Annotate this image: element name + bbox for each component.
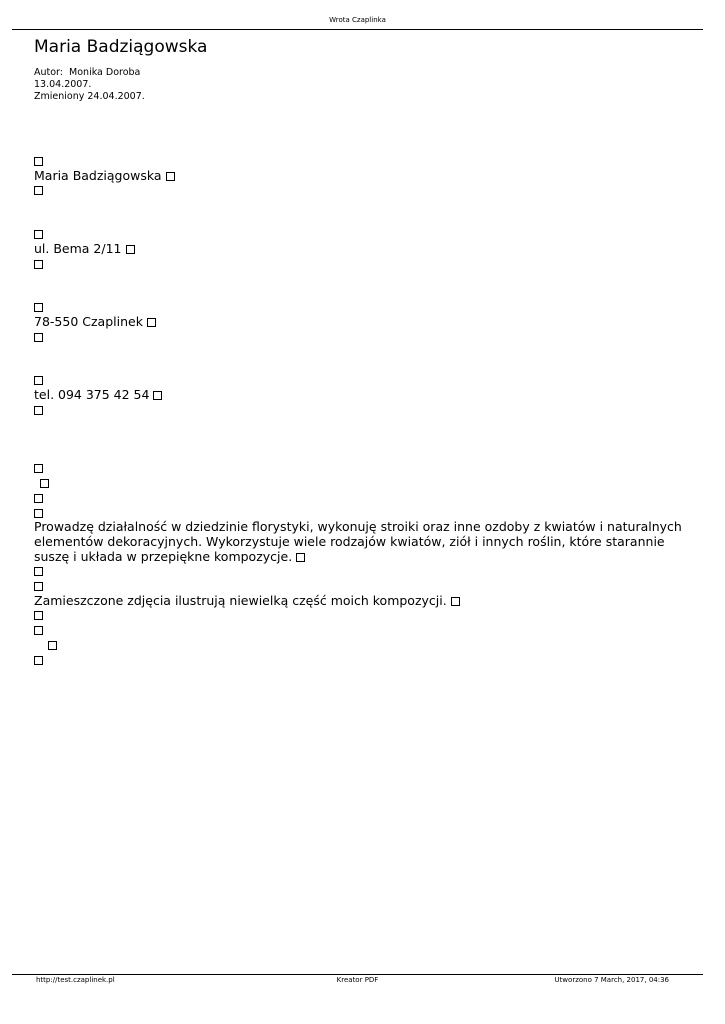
author-line: Autor: Monika Doroba [34,67,141,78]
phone-line [34,388,684,403]
missing-glyph-icon [34,656,43,665]
photos-note-text: Zamieszczone zdjęcia ilustrują niewielką część moich kompozycji. [34,592,447,608]
placeholder-glyph-line [34,154,684,169]
footer-generator: Kreator PDF [336,976,379,984]
page-header-site-name: Wrota Czaplinka [329,16,386,24]
missing-glyph-icon [34,157,43,166]
missing-glyph-icon [166,172,175,181]
modified-line: Zmieniony 24.04.2007. [34,91,145,102]
missing-glyph-icon [34,567,43,576]
contact-name: Maria Badziągowska [34,167,162,183]
placeholder-glyph-line [34,476,684,491]
placeholder-glyph-line [34,564,684,579]
placeholder-glyph-line [34,579,684,594]
placeholder-glyph-line [34,330,684,345]
placeholder-glyph-line [34,638,684,653]
placeholder-glyph-line [34,653,684,668]
placeholder-glyph-line [34,183,684,198]
footer-divider [12,974,703,975]
missing-glyph-icon [34,611,43,620]
missing-glyph-icon [34,333,43,342]
missing-glyph-icon [40,479,49,488]
missing-glyph-icon [34,494,43,503]
header-divider [12,29,703,30]
missing-glyph-icon [34,186,43,195]
document-meta [34,67,145,103]
missing-glyph-icon [34,464,43,473]
placeholder-glyph-line [34,227,684,242]
missing-glyph-icon [153,391,162,400]
placeholder-glyph-line [34,491,684,506]
missing-glyph-icon [34,303,43,312]
missing-glyph-icon [34,230,43,239]
missing-glyph-icon [34,509,43,518]
description-paragraph [34,520,684,564]
document-title: Maria Badziągowska [34,37,208,57]
footer-created: Utworzono 7 March, 2017, 04:36 [554,976,669,984]
missing-glyph-icon [126,245,135,254]
document-body [34,154,684,667]
placeholder-glyph-line [34,623,684,638]
missing-glyph-icon [34,626,43,635]
contact-city: 78-550 Czaplinek [34,313,143,329]
missing-glyph-icon [296,553,305,562]
contact-phone: tel. 094 375 42 54 [34,387,150,403]
placeholder-glyph-line [34,403,684,418]
footer-url: http://test.czaplinek.pl [36,976,115,984]
placeholder-glyph-line [34,608,684,623]
placeholder-glyph-line [34,506,684,521]
missing-glyph-icon [34,406,43,415]
photos-note-line [34,594,684,609]
missing-glyph-icon [34,260,43,269]
name-line [34,169,684,184]
placeholder-glyph-line [34,461,684,476]
missing-glyph-icon [451,597,460,606]
placeholder-glyph-line [34,373,684,388]
missing-glyph-icon [147,318,156,327]
placeholder-glyph-line [34,300,684,315]
placeholder-glyph-line [34,257,684,272]
street-line [34,242,684,257]
city-line [34,315,684,330]
missing-glyph-icon [48,641,57,650]
description-text: Prowadzę działalność w dziedzinie florystyki, wykonuję stroiki oraz inne ozdoby z kwiatów i naturalnych elementów dekoracyjnych. Wykorzystuje wiele rodzajów kwiatów, ziół i innych roślin, które starannie suszę i układa w przepiękne kompozycje. [34,519,682,564]
page-footer [12,976,703,986]
missing-glyph-icon [34,582,43,591]
contact-street: ul. Bema 2/11 [34,240,122,256]
missing-glyph-icon [34,376,43,385]
created-date: 13.04.2007. [34,79,92,90]
